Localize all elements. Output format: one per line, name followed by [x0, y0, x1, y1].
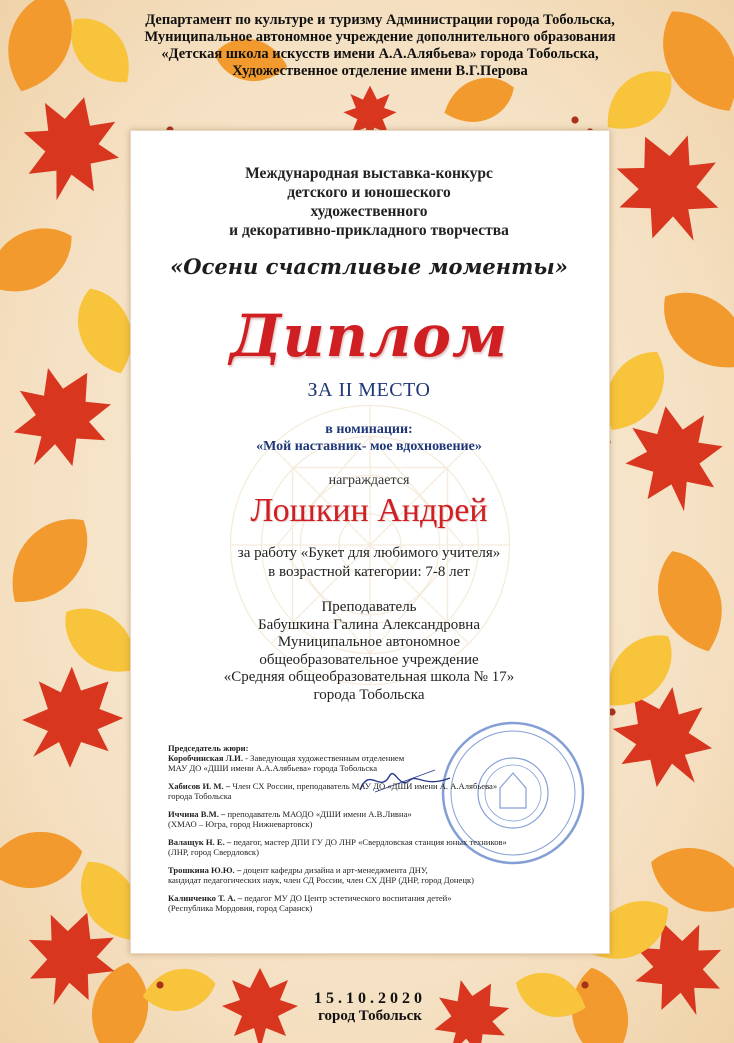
jury-member-name: Калинченко Т. А. – — [168, 892, 243, 903]
jury-member-name: Валащук Н. Е. – — [168, 836, 232, 847]
jury-member-location: (ХМАО – Югра, город Нижневартовск) — [168, 819, 313, 830]
jury-member — [168, 893, 608, 913]
jury-chair-name: Коробчинская Л.И. — [168, 753, 244, 764]
jury-member-role: педагог МУ ДО Центр эстетического воспитания детей» — [242, 892, 452, 903]
jury-member-name: Иччина В.М. – — [168, 809, 226, 820]
teacher-line: «Средняя общеобразовательная школа № 17» — [223, 669, 515, 685]
organization-header — [100, 12, 660, 80]
issue-city: город Тобольск — [318, 1008, 422, 1024]
place-award: ЗА II МЕСТО — [307, 379, 431, 401]
header-line: «Детская школа искусств имени А.А.Алябьева» города Тобольска, — [161, 46, 599, 62]
awarded-label: награждается — [328, 473, 410, 488]
teacher-line: общеобразовательное учреждение — [259, 651, 479, 668]
work-title: за работу «Букет для любимого учителя» — [237, 545, 501, 561]
teacher-line: Преподаватель — [321, 599, 417, 615]
header-line: Художественное отделение имени В.Г.Перова — [232, 63, 528, 79]
nomination-value: «Мой наставник- мое вдохновение» — [256, 439, 482, 454]
jury-member — [168, 809, 608, 829]
jury-member-role: педагог, мастер ДПИ ГУ ДО ЛНР «Свердловская станция юных техников» — [231, 836, 507, 847]
jury-list — [168, 743, 608, 921]
contest-line: и декоративно-прикладного творчества — [229, 222, 509, 239]
jury-member-role: преподаватель МАОДО «ДШИ имени А.В.Ливна» — [225, 809, 412, 820]
teacher-line: Бабушкина Галина Александровна — [258, 616, 480, 633]
jury-member-location: кандидат педагогических наук, член СД России, член СХ ДНР (ДНР, город Донецк) — [168, 875, 474, 886]
jury-member — [168, 781, 608, 801]
jury-member — [168, 837, 608, 857]
contest-line: детского и юношеского — [287, 184, 451, 201]
jury-member-role: Член СХ России, преподаватель МАУ ДО «ДШИ имени А. А.Алябьева» — [230, 781, 498, 792]
work-description — [130, 544, 608, 582]
nomination-label: в номинации: — [325, 422, 413, 437]
issue-date: 15.10.2020 — [314, 990, 426, 1007]
contest-line: художественного — [310, 203, 428, 220]
jury-member-name: Хабисов И. М. – — [168, 781, 231, 792]
jury-chair — [168, 743, 608, 774]
jury-chair-label: Председатель жюри: — [168, 743, 249, 753]
teacher-line: города Тобольска — [313, 686, 425, 703]
diploma-title: Диплом — [229, 302, 509, 370]
header-line: Муниципальное автономное учреждение дополнительного образования — [144, 29, 616, 45]
jury-member-location: (ЛНР, город Свердловск) — [168, 847, 259, 858]
header-line: Департамент по культуре и туризму Администрации города Тобольска, — [145, 12, 615, 28]
contest-line: Международная выставка-конкурс — [245, 165, 493, 182]
contest-name — [130, 164, 608, 240]
contest-motto: «Осени счастливые моменты» — [170, 254, 568, 279]
jury-chair-role: - Заведующая художественным отделением — [243, 753, 405, 764]
jury-member-location: (Республика Мордовия, город Саранск) — [168, 902, 313, 913]
teacher-line: Муниципальное автономное — [277, 634, 461, 650]
jury-member — [168, 865, 608, 885]
jury-member-name: Трошкина Ю.Ю. – — [168, 864, 242, 875]
jury-member-location: города Тобольска — [168, 791, 232, 802]
age-category: в возрастной категории: 7-8 лет — [268, 564, 470, 580]
recipient-name: Лошкин Андрей — [250, 492, 488, 529]
jury-chair-org: МАУ ДО «ДШИ имени А.А.Алябьева» города Тобольска — [168, 763, 378, 774]
jury-member-role: доцент кафедры дизайна и арт-менеджмента ДНУ, — [241, 864, 428, 875]
teacher-info — [130, 599, 608, 704]
